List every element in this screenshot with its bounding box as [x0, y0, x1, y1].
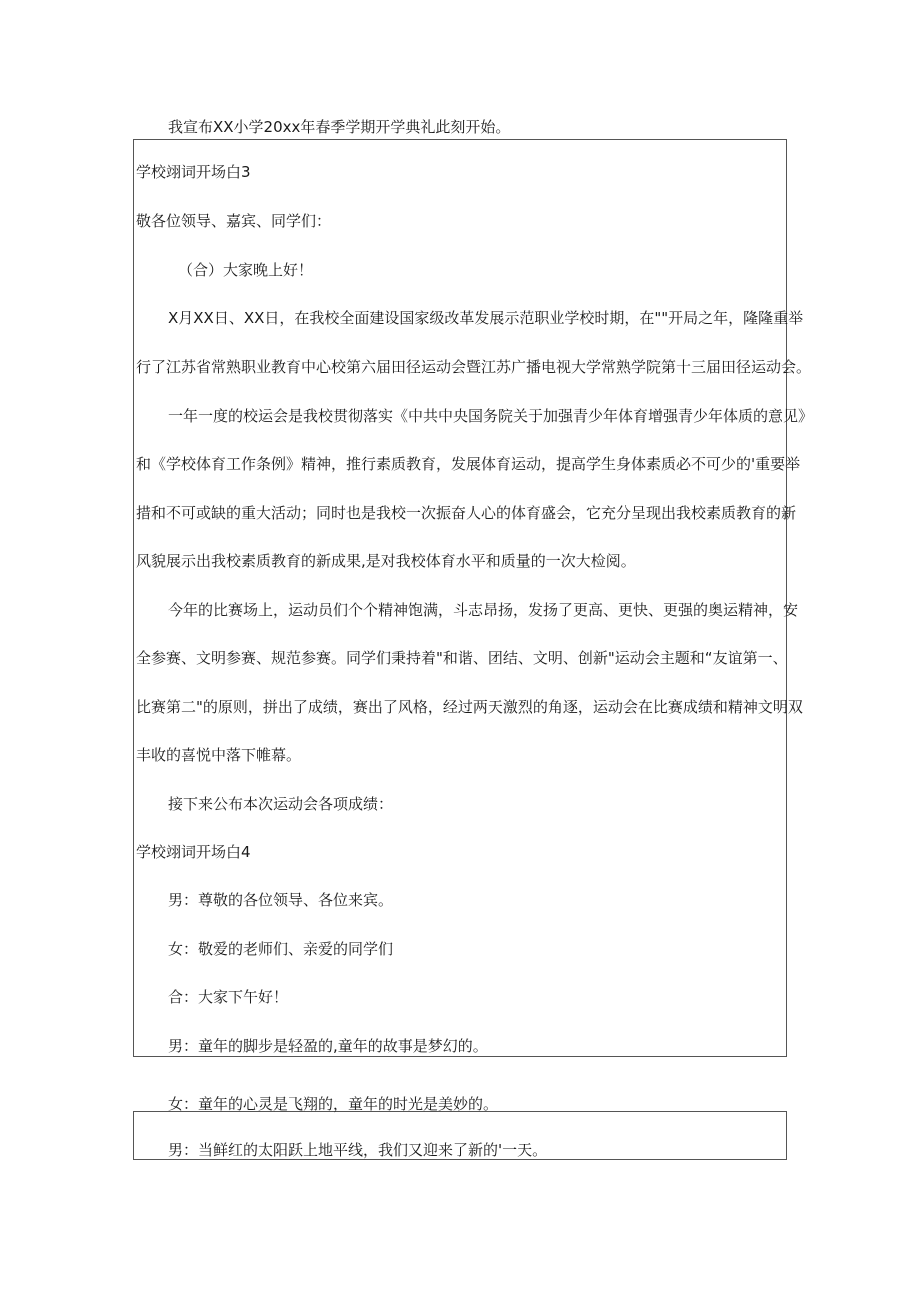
paragraph-line: 和《学校体育工作条例》精神，推行素质教育，发展体育运动，提高学生身体素质必不可少的'重要举 — [136, 455, 801, 473]
paragraph-line: 行了江苏省常熟职业教育中心校第六届田径运动会暨江苏广播电视大学常熟学院第十三届田径运动会。 — [136, 358, 812, 376]
paragraph-line: 比赛第二"的原则，拼出了成绩，赛出了风格，经过两天激烈的角逐，运动会在比赛成绩和精神文明双 — [136, 698, 803, 716]
dialogue-line: 合：大家下午好！ — [168, 988, 289, 1006]
paragraph-line: 丰收的喜悦中落下帷幕。 — [136, 746, 302, 764]
greeting-line: 敬各位领导、嘉宾、同学们： — [136, 212, 332, 230]
results-announcement: 接下来公布本次运动会各项成绩： — [168, 795, 394, 813]
dialogue-line: 女：童年的心灵是飞翔的，童年的时光是美妙的。 — [168, 1095, 499, 1113]
paragraph-line: 全参赛、文明参赛、规范参赛。同学们秉持着"和谐、团结、文明、创新"运动会主题和“友谊第一、 — [136, 649, 788, 667]
dialogue-line: 男：尊敬的各位领导、各位来宾。 — [168, 891, 394, 909]
dialogue-line: 男：当鲜红的太阳跃上地平线，我们又迎来了新的'一天。 — [168, 1141, 548, 1159]
paragraph-line: 一年一度的校运会是我校贯彻落实《中共中央国务院关于加强青少年体育增强青少年体质的意见》 — [168, 407, 814, 425]
paragraph-line: X月XX日、XX日，在我校全面建设国家级改革发展示范职业学校时期，在""开局之年，隆隆重举 — [168, 309, 804, 327]
section-heading-4: 学校翊词开场白4 — [136, 843, 251, 861]
paragraph-line: 风貌展示出我校素质教育的新成果,是对我校体育水平和质量的一次大检阅。 — [136, 552, 636, 570]
paragraph-line: 今年的比赛场上，运动员们个个精神饱满，斗志昂扬，发扬了更高、更快、更强的奥运精神，安 — [168, 601, 799, 619]
paragraph-line: 措和不可或缺的重大活动；同时也是我校一次振奋人心的体育盛会，它充分呈现出我校素质教育的新 — [136, 504, 797, 522]
opening-declaration: 我宣布XX小学20xx年春季学期开学典礼此刻开始。 — [168, 118, 511, 136]
dialogue-line: 男：童年的脚步是轻盈的,童年的故事是梦幻的。 — [168, 1037, 488, 1055]
greeting-response: （合）大家晚上好！ — [178, 261, 314, 279]
section-heading-3: 学校翊词开场白3 — [136, 163, 251, 181]
dialogue-line: 女：敬爱的老师们、亲爱的同学们 — [168, 940, 394, 958]
